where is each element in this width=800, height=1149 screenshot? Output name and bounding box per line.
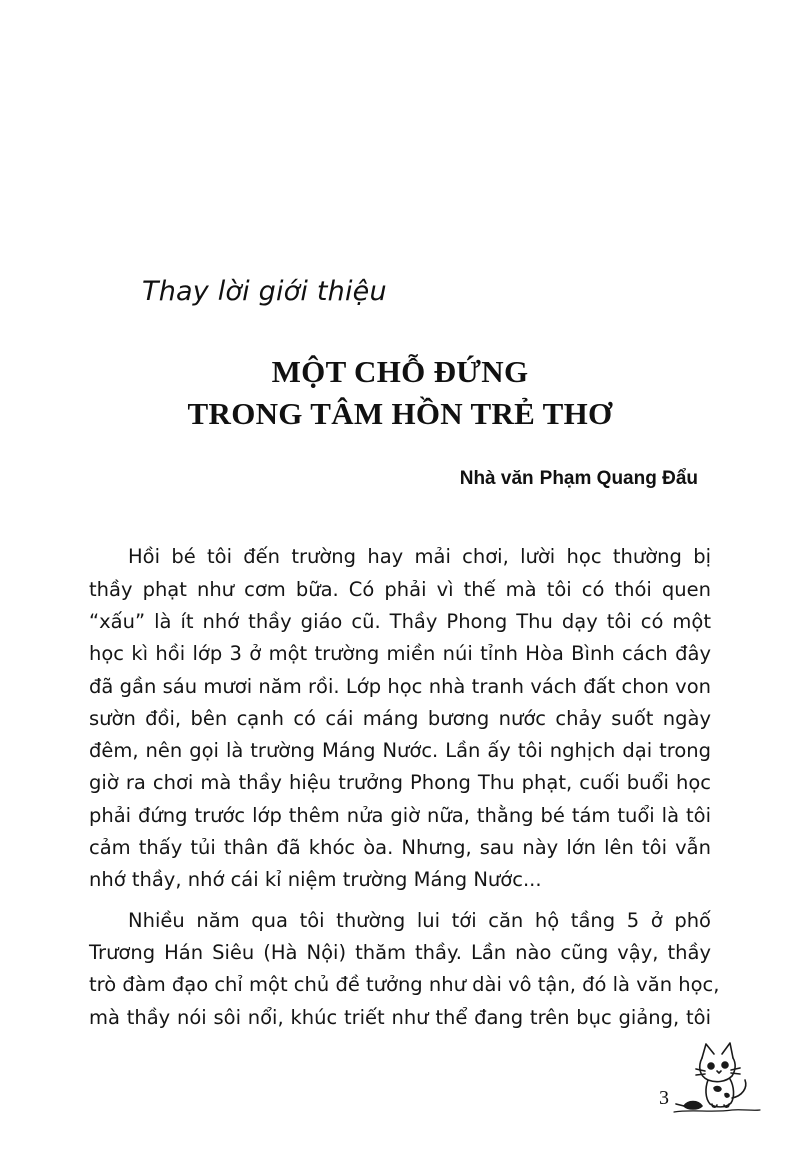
text-line: phải đứng trước lớp thêm nửa giờ nữa, thằng bé tám tuổi là tôi	[89, 804, 711, 827]
text-line: sườn đồi, bên cạnh có cái máng bương nước chảy suốt ngày	[89, 707, 711, 730]
section-label: Thay lời giới thiệu	[142, 276, 387, 307]
text-line: học kì hồi lớp 3 ở một trường miền núi tỉnh Hòa Bình cách đây	[89, 642, 711, 665]
title-line-2: TRONG TÂM HỒN TRẺ THƠ	[187, 396, 613, 431]
text-line: trò đàm đạo chỉ một chủ đề tưởng như dài vô tận, đó là văn học,	[89, 973, 720, 996]
text-line: Nhiều năm qua tôi thường lui tới căn hộ tầng 5 ở phố	[128, 909, 711, 932]
text-line: đêm, nên gọi là trường Máng Nước. Lần ấy tôi nghịch dại trong	[89, 739, 711, 762]
text-line: mà thầy nói sôi nổi, khúc triết như thể đang trên bục giảng, tôi	[89, 1006, 711, 1029]
text-line: Trương Hán Siêu (Hà Nội) thăm thầy. Lần nào cũng vậy, thầy	[89, 941, 711, 964]
page-number: 3	[659, 1087, 669, 1109]
author-name: Phạm Quang Đẩu	[539, 468, 698, 489]
text-line: nhớ thầy, nhớ cái kỉ niệm trường Máng Nước...	[89, 868, 542, 891]
text-line: Hồi bé tôi đến trường hay mải chơi, lười học thường bị	[128, 545, 711, 568]
text-line: thầy phạt như cơm bữa. Có phải vì thế mà tôi có thói quen	[89, 578, 711, 601]
text-line: cảm thấy tủi thân đã khóc òa. Nhưng, sau này lớn lên tôi vẫn	[89, 836, 711, 859]
text-line: “xấu” là ít nhớ thầy giáo cũ. Thầy Phong Thu dạy tôi có một	[89, 610, 711, 633]
author-prefix: Nhà văn	[459, 468, 534, 489]
author-byline	[460, 468, 698, 490]
text-line: giờ ra chơi mà thầy hiệu trưởng Phong Thu phạt, cuối buổi học	[89, 771, 711, 794]
cat-illustration-icon	[672, 1036, 762, 1116]
title-line-1: MỘT CHỖ ĐỨNG	[271, 354, 529, 389]
text-line: đã gần sáu mươi năm rồi. Lớp học nhà tranh vách đất chon von	[89, 675, 711, 698]
